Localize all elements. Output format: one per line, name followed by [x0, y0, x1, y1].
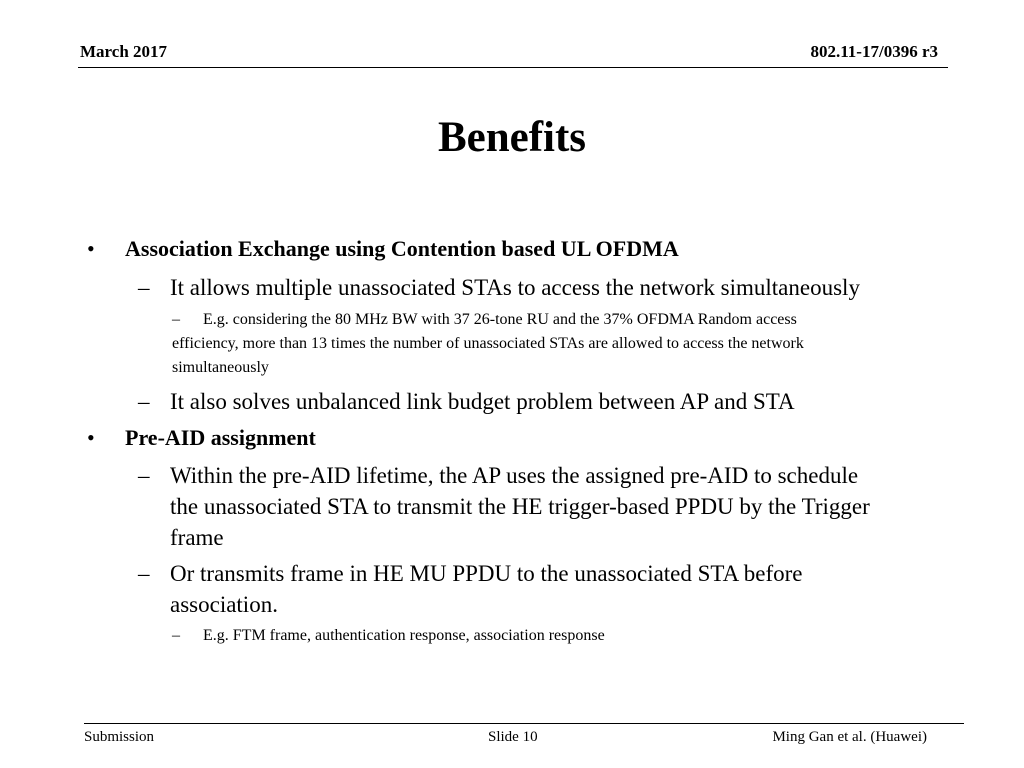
- sub-bullet-text-line-3: frame: [170, 525, 224, 550]
- detail-text-line-2: efficiency, more than 13 times the number of unassociated STAs are allowed to access the network: [172, 335, 804, 352]
- sub-bullet-marker: –: [138, 389, 150, 414]
- bullet-marker: •: [87, 425, 95, 450]
- sub-bullet-marker: –: [138, 561, 150, 586]
- detail-bullet-marker: –: [172, 627, 180, 644]
- sub-bullet-text: It allows multiple unassociated STAs to access the network simultaneously: [170, 275, 860, 300]
- sub-bullet-marker: –: [138, 275, 150, 300]
- footer-author: Ming Gan et al. (Huawei): [772, 729, 927, 745]
- bullet-text: Pre-AID assignment: [125, 425, 316, 450]
- slide-title: Benefits: [437, 114, 587, 161]
- header-document-id: 802.11-17/0396 r3: [810, 42, 938, 61]
- header-divider: [78, 67, 948, 68]
- sub-bullet-marker: –: [138, 463, 150, 488]
- footer-submission-label: Submission: [84, 729, 155, 745]
- detail-text-line-1: E.g. considering the 80 MHz BW with 37 26-tone RU and the 37% OFDMA Random access: [203, 311, 797, 328]
- bullet-marker: •: [87, 236, 95, 261]
- sub-bullet-text: It also solves unbalanced link budget problem between AP and STA: [170, 389, 795, 414]
- footer-slide-number: Slide 10: [488, 729, 538, 745]
- detail-bullet-text: E.g. FTM frame, authentication response, association response: [203, 627, 605, 644]
- sub-bullet-text-line-1: Within the pre-AID lifetime, the AP uses the assigned pre-AID to schedule: [170, 463, 859, 488]
- detail-bullet-marker: –: [172, 311, 180, 328]
- bullet-text: Association Exchange using Contention based UL OFDMA: [125, 236, 679, 261]
- sub-bullet-text-line-2: association.: [170, 592, 278, 617]
- sub-bullet-text-line-1: Or transmits frame in HE MU PPDU to the unassociated STA before: [170, 561, 803, 586]
- sub-bullet-text-line-2: the unassociated STA to transmit the HE trigger-based PPDU by the Trigger: [170, 494, 870, 519]
- detail-text-line-3: simultaneously: [172, 359, 269, 376]
- footer-divider: [84, 723, 964, 724]
- header-date: March 2017: [80, 42, 168, 61]
